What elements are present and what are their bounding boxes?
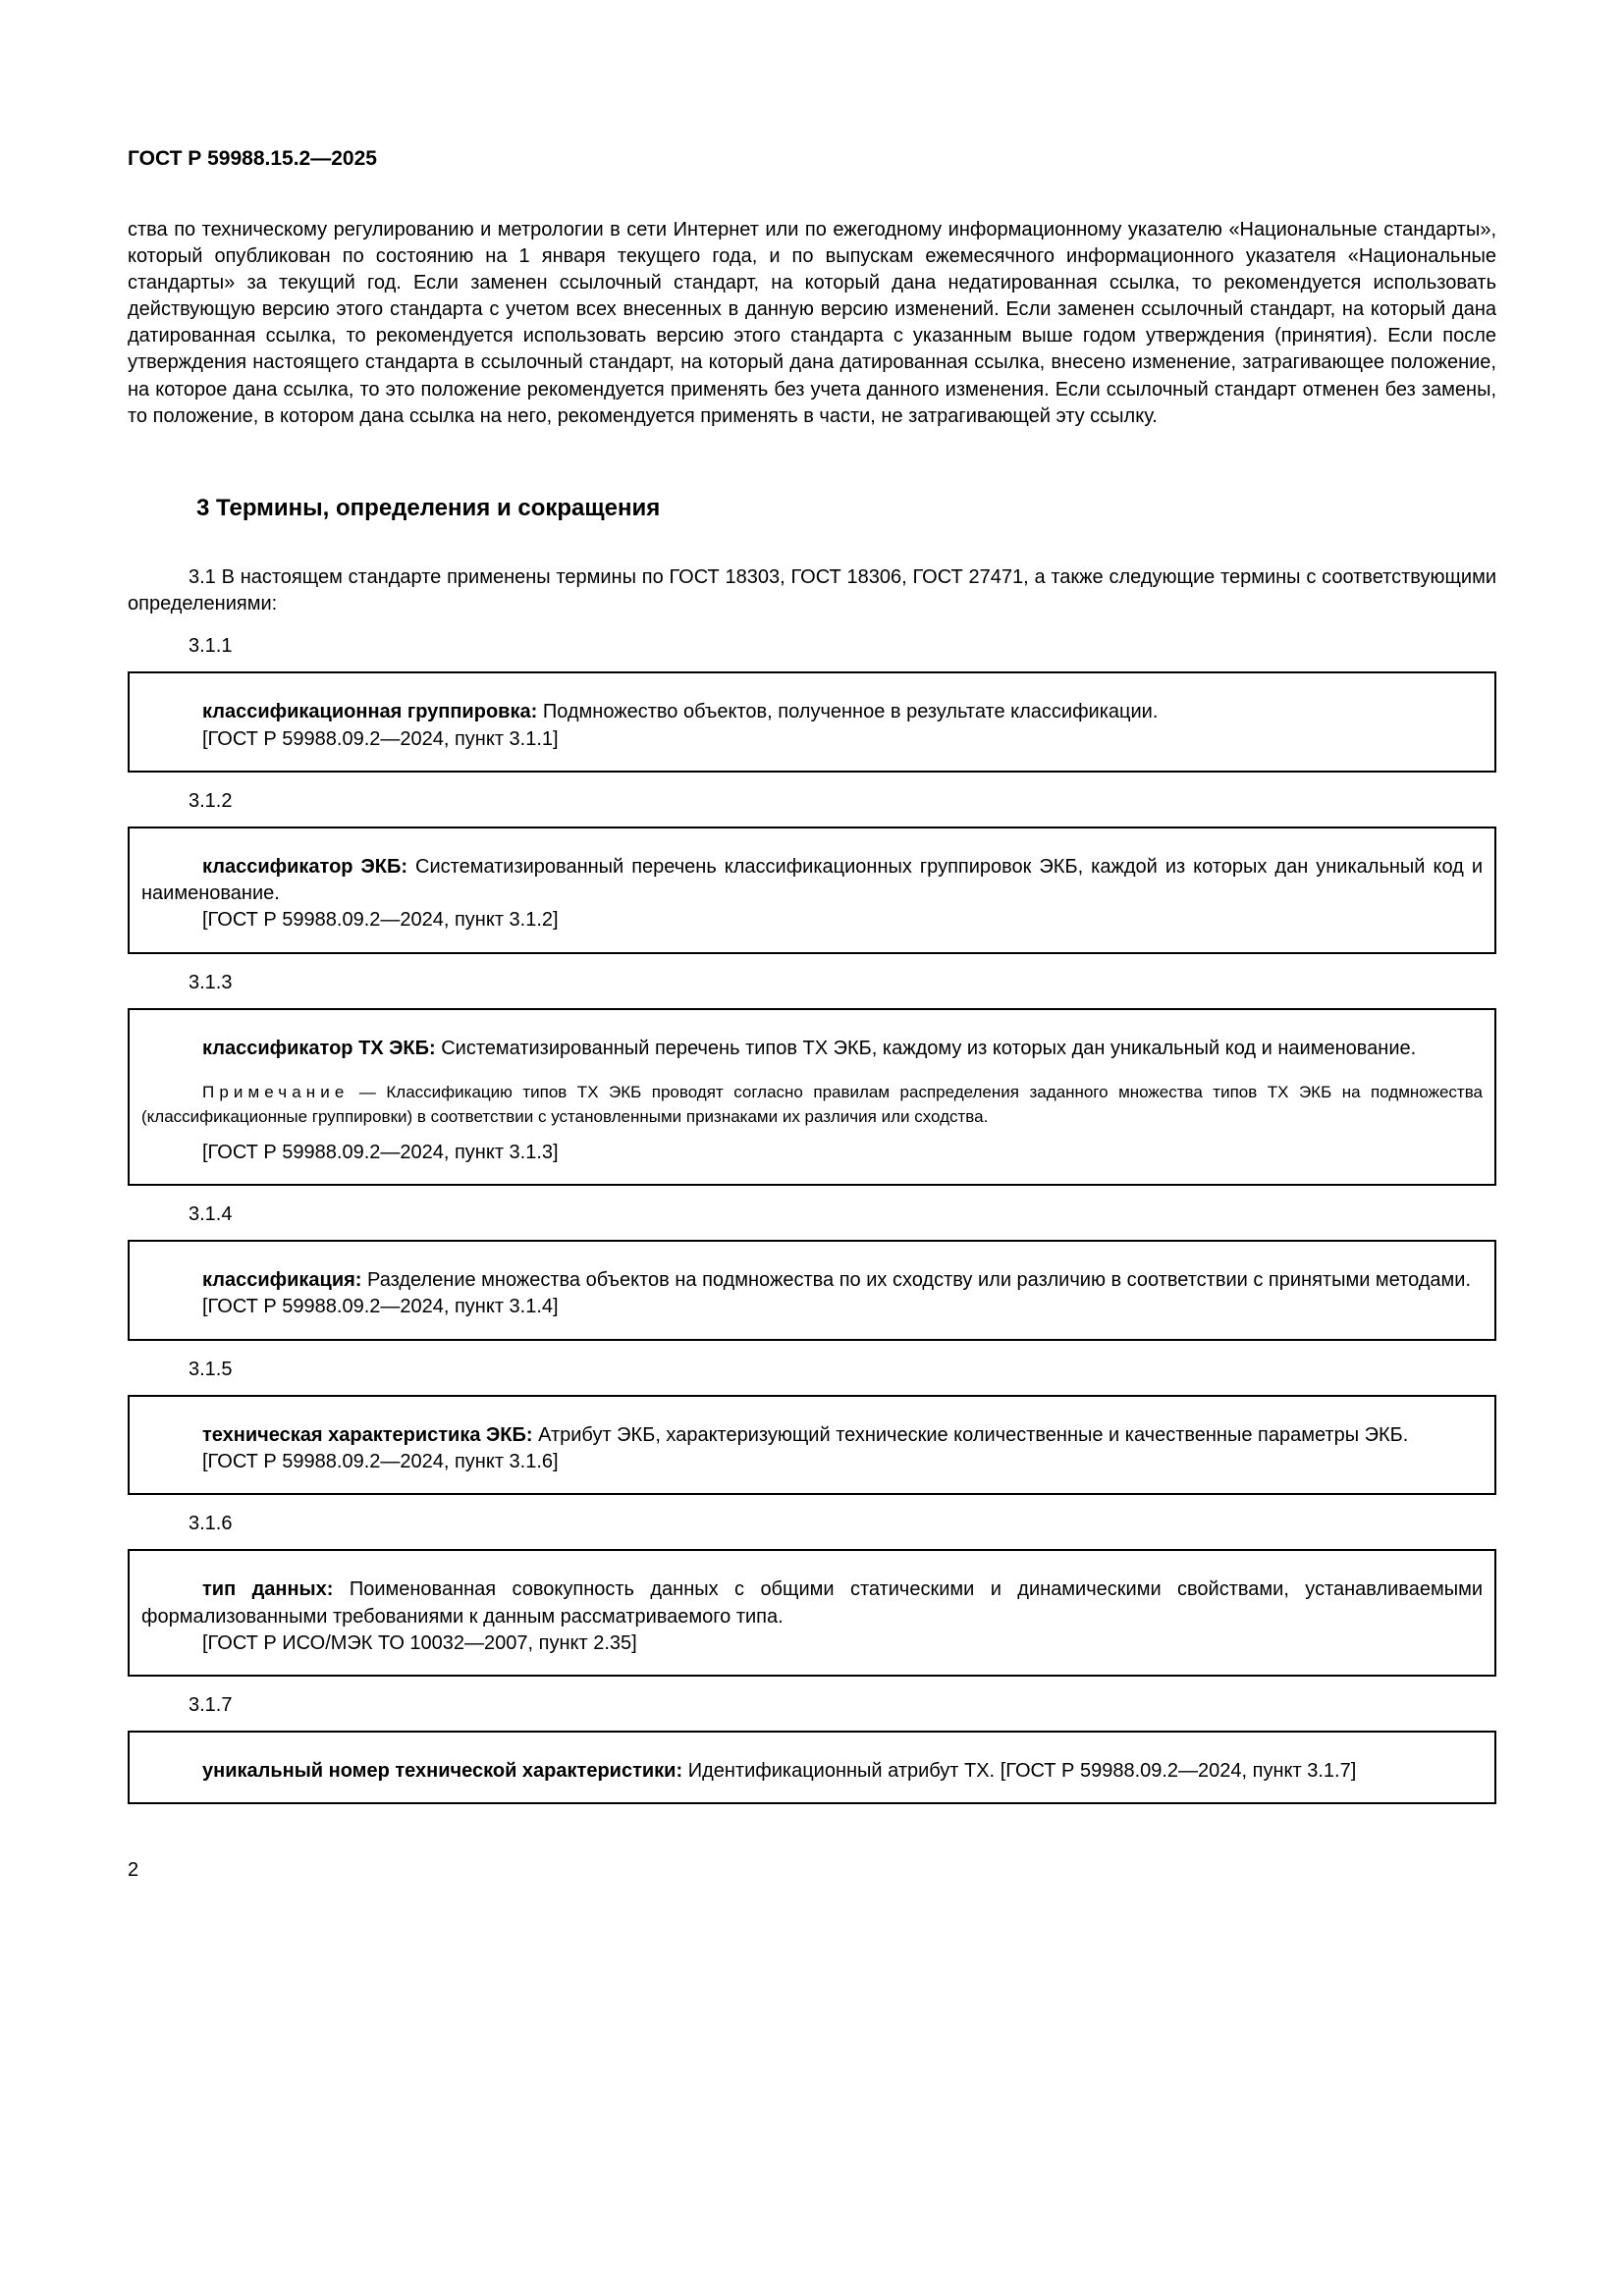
definition-box-3-1-1 (128, 671, 1496, 772)
definition-term: тип данных: (202, 1578, 334, 1601)
definition-text (141, 1422, 1483, 1449)
definition-citation: [ГОСТ Р 59988.09.2—2024, пункт 3.1.4] (202, 1296, 559, 1318)
definition-box-3-1-5 (128, 1395, 1496, 1495)
definition-number-3-1-2: 3.1.2 (189, 789, 233, 812)
definition-note (141, 1080, 1483, 1130)
definition-number-3-1-5: 3.1.5 (189, 1358, 233, 1380)
definition-term: классификация: (202, 1269, 362, 1292)
definition-box-3-1-6 (128, 1549, 1496, 1677)
definition-number-3-1-1: 3.1.1 (189, 635, 233, 658)
definition-citation: [ГОСТ Р 59988.09.2—2024, пункт 3.1.1] (202, 727, 559, 750)
definition-citation: [ГОСТ Р 59988.09.2—2024, пункт 3.1.7] (1000, 1760, 1357, 1783)
definition-text (141, 1036, 1483, 1062)
definition-body: Подмножество объектов, полученное в результате классификации. (542, 701, 1159, 723)
section-heading: 3 Термины, определения и сокращения (196, 495, 661, 522)
definition-citation: [ГОСТ Р 59988.09.2—2024, пункт 3.1.2] (202, 909, 559, 932)
definition-number-3-1-7: 3.1.7 (189, 1693, 233, 1716)
page-number: 2 (128, 1859, 139, 1882)
definition-text (141, 1576, 1483, 1629)
note-text: — Классификацию типов ТХ ЭКБ проводят согласно правилам распределения заданного множества типов ТХ ЭКБ на подмножества (классификационные группировки) в соответствии с установленными признаками их различия или сходства. (141, 1082, 1483, 1127)
definition-text (141, 854, 1483, 907)
definition-body: Идентификационный атрибут ТХ. (687, 1760, 996, 1783)
definition-number-3-1-6: 3.1.6 (189, 1513, 233, 1535)
definition-number-3-1-4: 3.1.4 (189, 1203, 233, 1226)
definition-body: Поименованная совокупность данных с общими статическими и динамическими свойствами, устанавливаемыми формализованными требованиями к данным рассматриваемого типа. (141, 1578, 1483, 1628)
definition-body: Разделение множества объектов на подмножества по их сходству или различию в соответствии с принятыми методами. (367, 1269, 1472, 1292)
definition-term: классификатор ТХ ЭКБ: (202, 1037, 436, 1059)
definition-term: классификационная группировка: (202, 701, 538, 723)
definition-body: Систематизированный перечень классификационных группировок ЭКБ, каждой из которых дан уникальный код и наименование. (141, 855, 1483, 905)
definition-text (141, 1758, 1483, 1785)
definition-number-3-1-3: 3.1.3 (189, 971, 233, 993)
definition-term: техническая характеристика ЭКБ: (202, 1423, 533, 1446)
definition-citation: [ГОСТ Р ИСО/МЭК ТО 10032—2007, пункт 2.35] (202, 1631, 637, 1654)
intro-paragraph: ства по техническому регулированию и метрологии в сети Интернет или по ежегодному информационному указателю «Национальные стандарты», который опубликован по состоянию на 1 января текущего года, и по выпускам ежемесячного информационного указателя «Национальные стандарты» за текущий год. Если заменен ссылочный стандарт, на который дана недатированная ссылка, то рекомендуется использовать действующую версию этого стандарта с учетом всех внесенных в данную версию изменений. Если заменен ссылочный стандарт, на который дана датированная ссылка, то рекомендуется использовать версию этого стандарта с указанным выше годом утверждения (принятия). Если после утверждения настоящего стандарта в ссылочный стандарт, на который дана датированная ссылка, внесено изменение, затрагивающее положение, на которое дана ссылка, то это положение рекомендуется применять без учета данного изменения. Если ссылочный стандарт отменен без замены, то положение, в котором дана ссылка на него, рекомендуется применять в части, не затрагивающей эту ссылку. (128, 218, 1496, 427)
definition-citation: [ГОСТ Р 59988.09.2—2024, пункт 3.1.6] (202, 1451, 559, 1473)
definition-citation: [ГОСТ Р 59988.09.2—2024, пункт 3.1.3] (202, 1141, 559, 1163)
definition-text (141, 1267, 1483, 1294)
document-code: ГОСТ Р 59988.15.2—2025 (128, 147, 377, 170)
definition-text (141, 699, 1483, 725)
clause-3-1: 3.1 В настоящем стандарте применены термины по ГОСТ 18303, ГОСТ 18306, ГОСТ 27471, а также следующие термины с соответствующими определениями: (128, 565, 1496, 615)
definition-body: Атрибут ЭКБ, характеризующий технические количественные и качественные параметры ЭКБ. (538, 1423, 1409, 1446)
definition-box-3-1-2 (128, 827, 1496, 954)
definition-box-3-1-3 (128, 1008, 1496, 1186)
definition-box-3-1-4 (128, 1240, 1496, 1340)
definition-box-3-1-7 (128, 1731, 1496, 1804)
definition-term: классификатор ЭКБ: (202, 855, 407, 878)
note-label: Примечание (202, 1082, 350, 1101)
definition-body: Систематизированный перечень типов ТХ ЭКБ, каждому из которых дан уникальный код и наименование. (441, 1037, 1417, 1059)
definition-term: уникальный номер технической характеристики: (202, 1760, 683, 1783)
